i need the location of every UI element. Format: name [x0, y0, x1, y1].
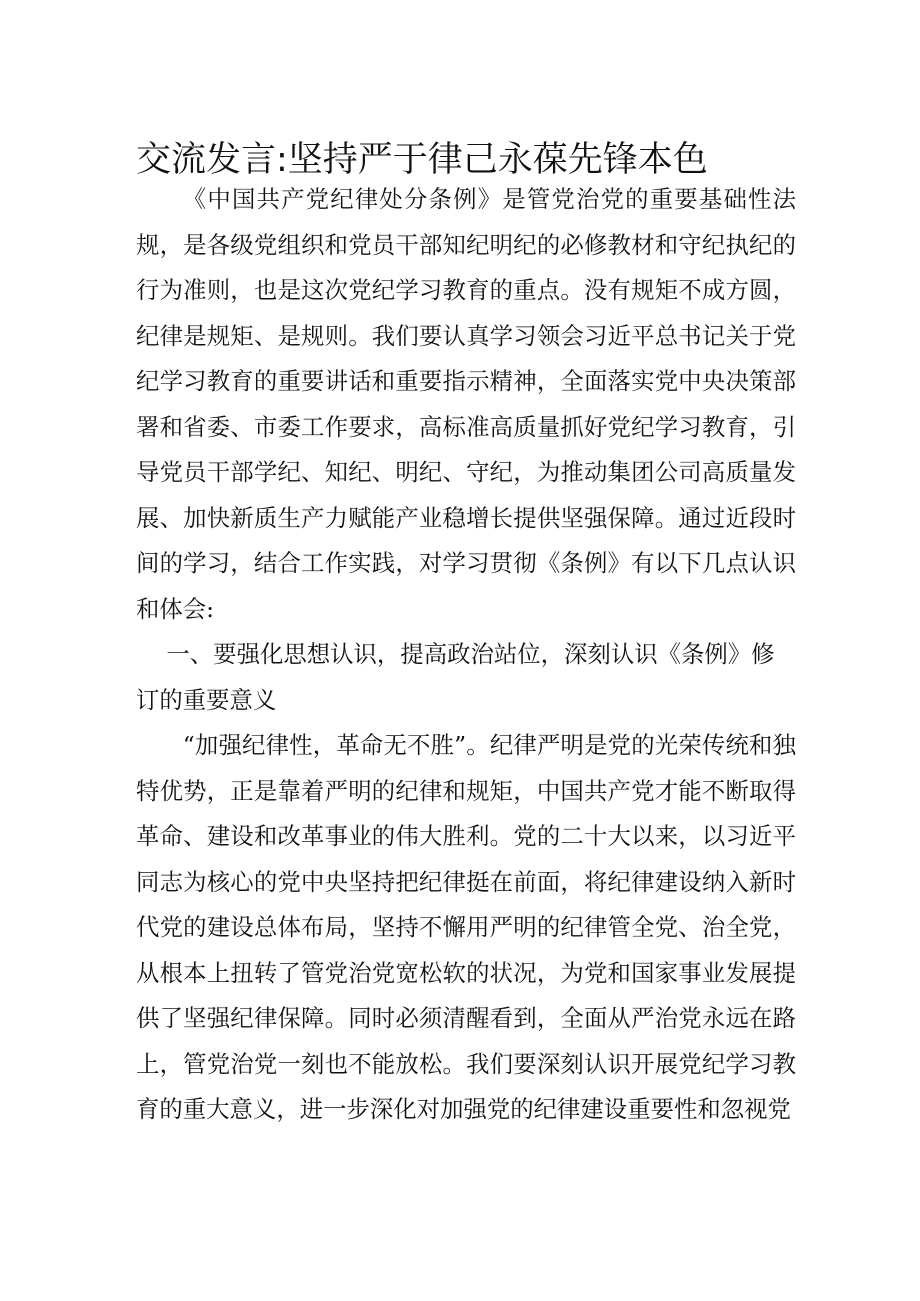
document-title: 交流发言:坚持严于律己永葆先锋本色 [136, 140, 708, 180]
paragraph-section-1: “加强纪律性，革命无不胜”。纪律严明是党的光荣传统和独特优势，正是靠着严明的纪律和规矩，中国共产党才能不断取得革命、建设和改革事业的伟大胜利。党的二十大以来，以习近平同志为核心的党中央坚持把纪律挺在前面，将纪律建设纳入新时代党的建设总体布局，坚持不懈用严明的纪律管全党、治全党，从根本上扭转了管党治党宽松软的状况，为党和国家事业发展提供了坚强纪律保障。同时必须清醒看到，全面从严治党永远在路上，管党治党一刻也不能放松。我们要深刻认识开展党纪学习教育的重大意义，进一步深化对加强党的纪律建设重要性和忽视党 [136, 731, 796, 1123]
document-body [136, 177, 796, 1133]
section-heading-1: 一、要强化思想认识，提高政治站位，深刻认识《条例》修订的重要意义 [136, 640, 775, 714]
paragraph-intro: 《中国共产党纪律处分条例》是管党治党的重要基础性法规，是各级党组织和党员干部知纪明纪的必修教材和守纪执纪的行为准则，也是这次党纪学习教育的重点。没有规矩不成方圆，纪律是规矩、是规则。我们要认真学习领会习近平总书记关于党纪学习教育的重要讲话和重要指示精神，全面落实党中央决策部署和省委、市委工作要求，高标准高质量抓好党纪学习教育，引导党员干部学纪、知纪、明纪、守纪，为推动集团公司高质量发展、加快新质生产力赋能产业稳增长提供坚强保障。通过近段时间的学习，结合工作实践，对学习贯彻《条例》有以下几点认识和体会: [136, 185, 796, 623]
